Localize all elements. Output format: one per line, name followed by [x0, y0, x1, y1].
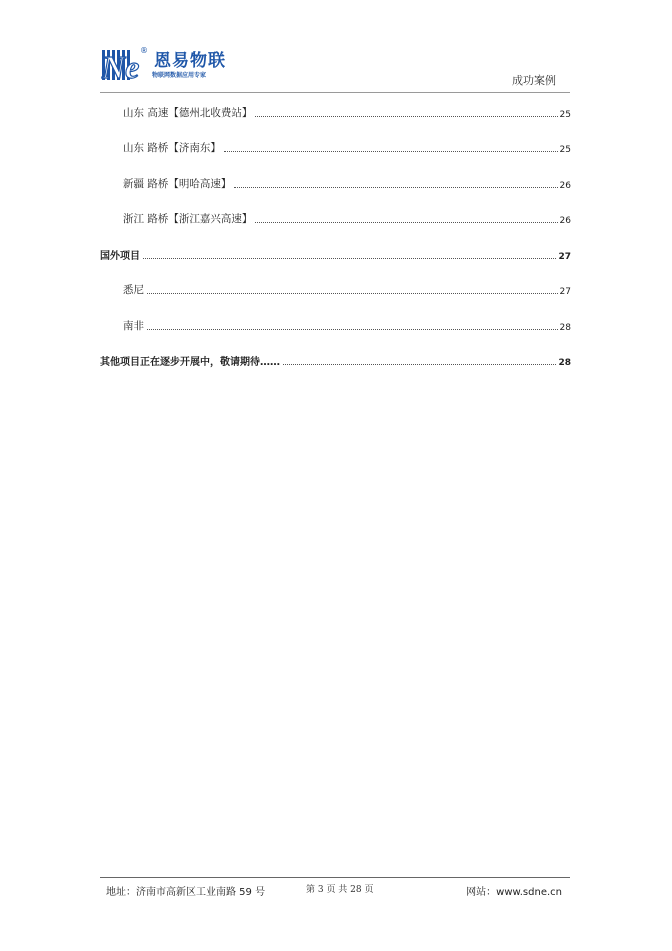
logo-n-letter: Ne [102, 49, 140, 84]
toc-entry-page: 25 [559, 145, 571, 155]
toc-entry-title: 南非 [123, 320, 144, 332]
toc-entry-page: 26 [559, 216, 571, 226]
toc-entry-title: 国外项目 [100, 251, 140, 262]
footer-website[interactable]: 网站：www.sdne.cn [466, 887, 562, 898]
toc-entry-page: 27 [558, 252, 571, 262]
toc-entry-page: 26 [559, 181, 571, 191]
toc-leader-dots [255, 116, 557, 117]
toc-entry-page: 28 [558, 358, 571, 368]
toc-leader-dots [234, 187, 557, 188]
footer-page-number: 第 3 页 共 28 页 [306, 885, 374, 895]
toc-entry-title: 其他项目正在逐步开展中，敬请期待…… [100, 357, 280, 368]
toc-entry-page: 28 [559, 323, 571, 333]
company-logo [100, 44, 260, 84]
toc-entry[interactable] [100, 175, 571, 191]
toc-leader-dots [224, 151, 558, 152]
footer-address: 地址：济南市高新区工业南路 59 号 [106, 887, 266, 898]
toc-entry-title: 山东 高速【德州北收费站】 [123, 107, 253, 119]
toc-entry-title: 山东 路桥【济南东】 [123, 142, 221, 154]
header-section-title: 成功案例 [512, 74, 556, 87]
toc-entry[interactable] [100, 317, 571, 333]
registered-mark: ® [140, 46, 148, 55]
toc-entry[interactable] [100, 139, 571, 155]
toc-entry[interactable] [100, 210, 571, 226]
toc-entry-section[interactable] [100, 246, 571, 262]
toc-entry-title: 新疆 路桥【明哈高速】 [123, 178, 232, 190]
toc-leader-dots [147, 293, 558, 294]
toc-entry-title: 浙江 路桥【浙江嘉兴高速】 [123, 213, 253, 225]
toc-leader-dots [255, 222, 557, 223]
toc-entry[interactable] [100, 281, 571, 297]
page-header [100, 40, 570, 93]
toc-entry-title: 悉尼 [123, 284, 144, 296]
toc-entry-page: 25 [559, 110, 571, 120]
page-footer [100, 877, 570, 900]
logo-company-name: 恩易物联 [154, 51, 226, 71]
toc-leader-dots [147, 329, 558, 330]
ne-logo-icon [100, 44, 152, 84]
toc-entry[interactable] [100, 104, 571, 120]
toc-entry-section[interactable] [100, 352, 571, 368]
toc-leader-dots [143, 258, 556, 259]
toc-leader-dots [283, 364, 556, 365]
logo-tagline: 物联网数据应用专家 [152, 72, 207, 79]
toc-entry-page: 27 [559, 287, 571, 297]
